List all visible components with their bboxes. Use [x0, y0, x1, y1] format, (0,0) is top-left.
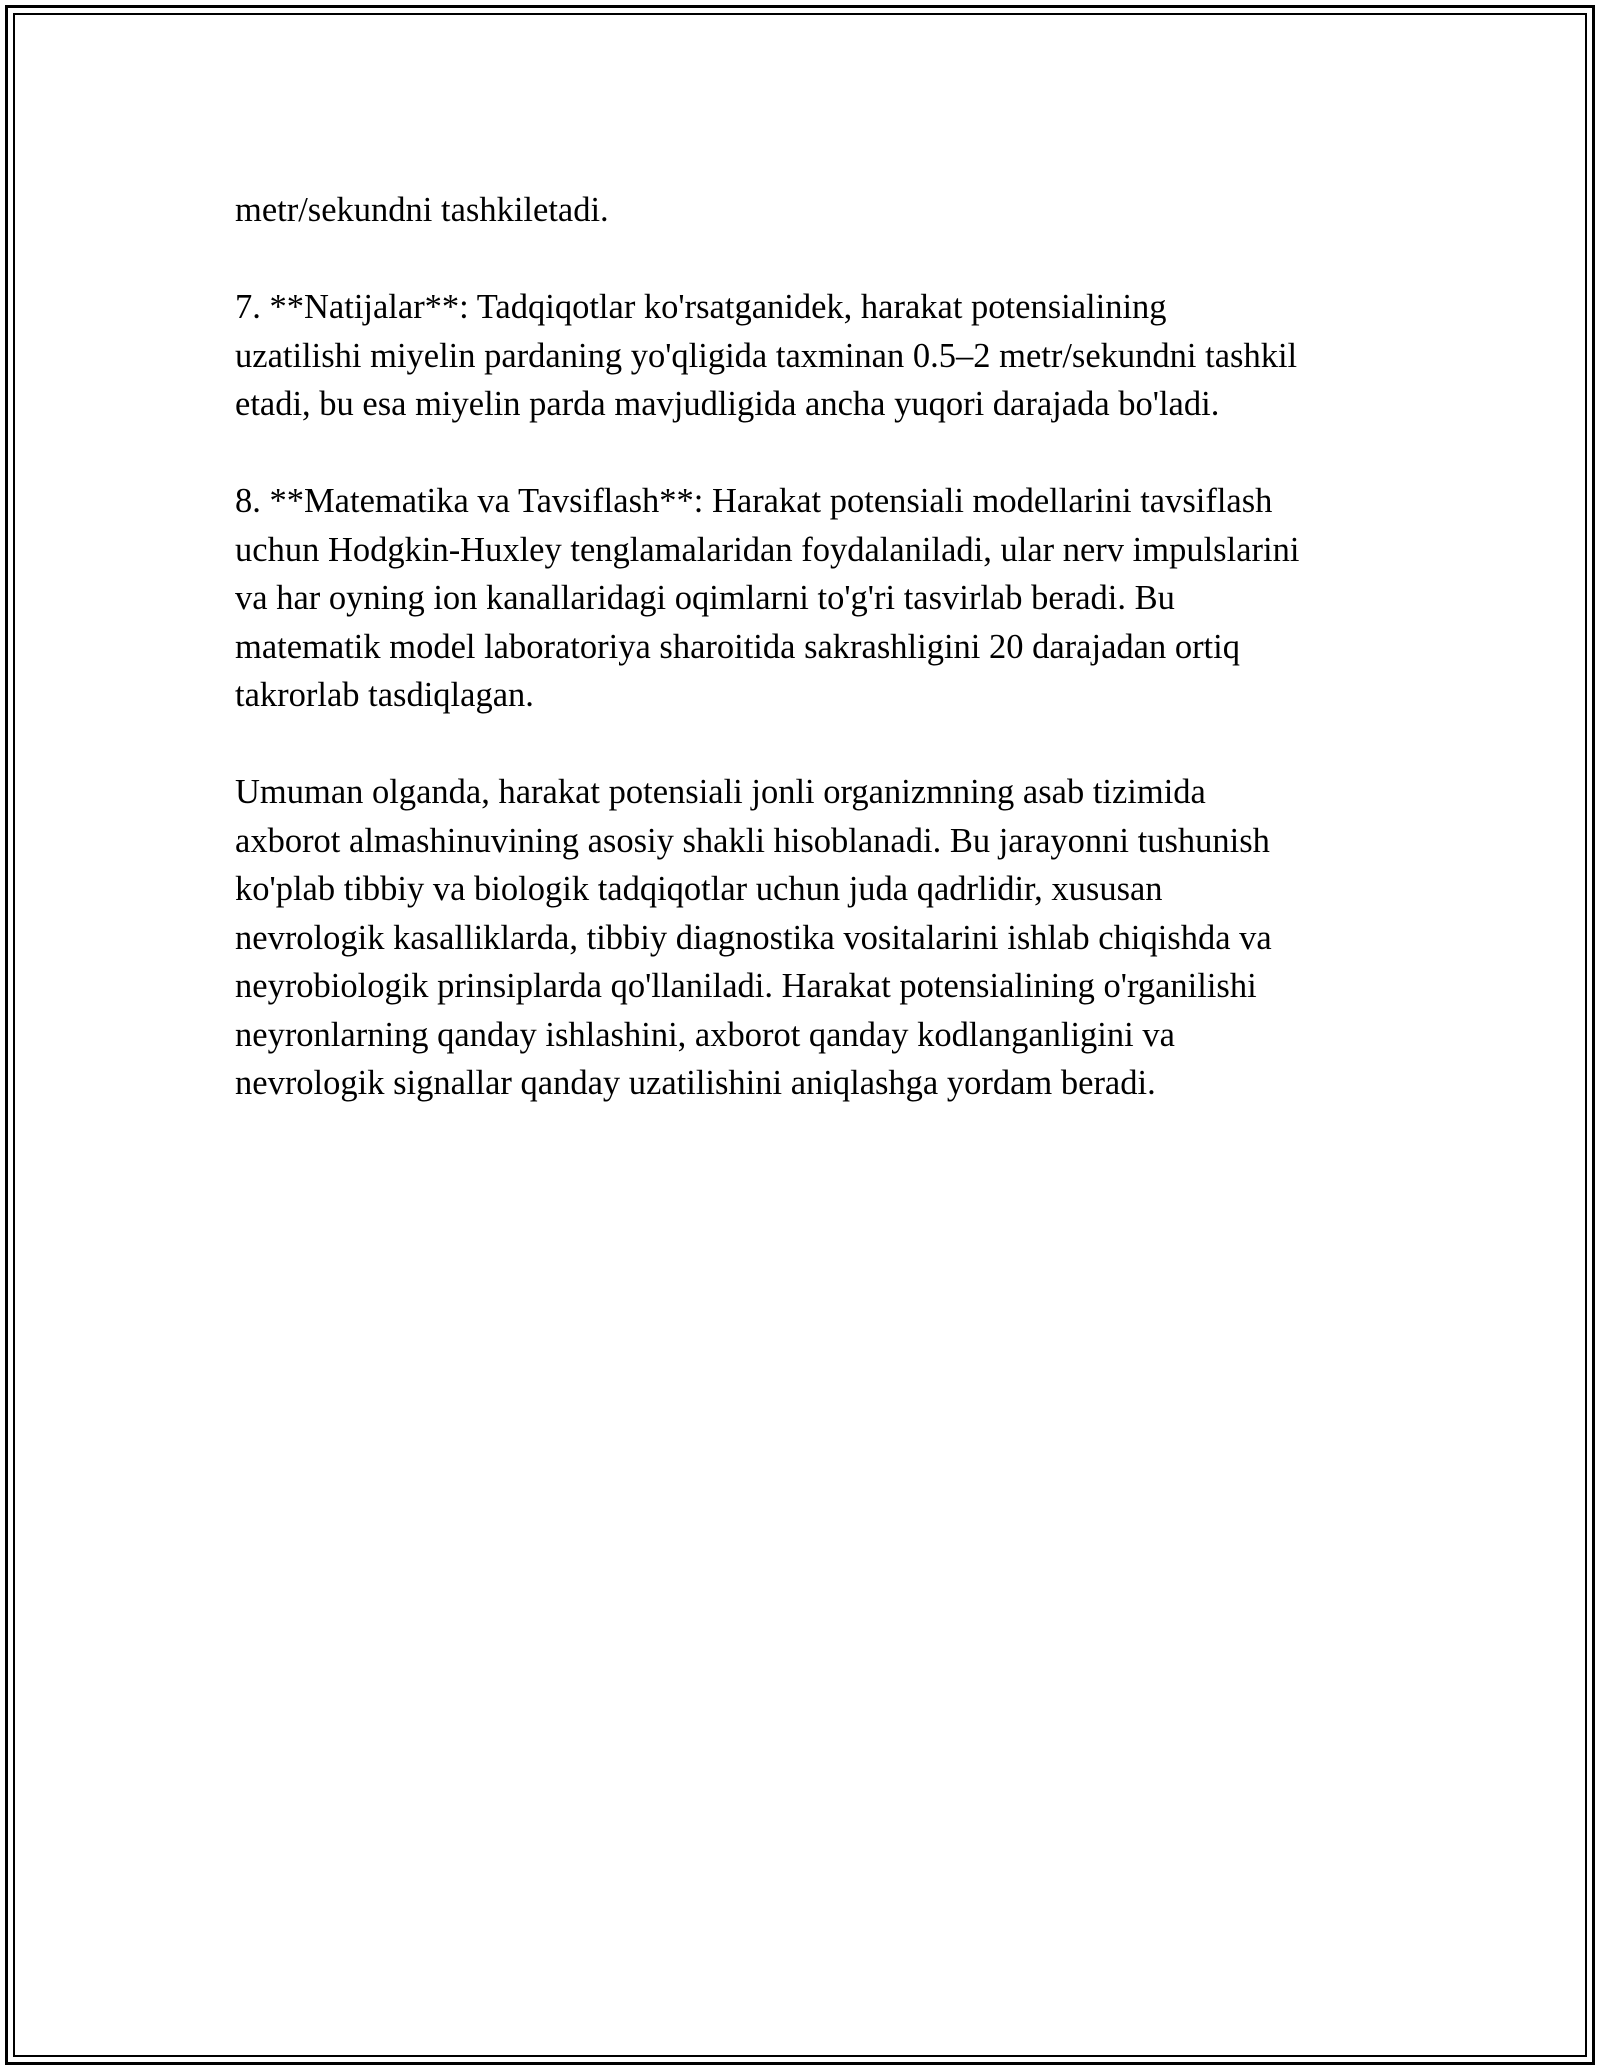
text-line: nevrologik kasalliklarda, tibbiy diagnostika vositalarini ishlab chiqishda va	[235, 918, 1272, 957]
text-line: axborot almashinuvining asosiy shakli hisoblanadi. Bu jarayonni tushunish	[235, 821, 1270, 860]
text-line: nevrologik signallar qanday uzatilishini aniqlashga yordam beradi.	[235, 1064, 1156, 1102]
text-line: 8. **Matematika va Tavsiflash**: Harakat potensiali modellarini tavsiflash	[235, 482, 1273, 520]
paragraph-mathematics	[235, 477, 1385, 720]
text-line: va har oyning ion kanallaridagi oqimlarni to'g'ri tasvirlab beradi. Bu	[235, 579, 1175, 617]
text-line: Umuman olganda, harakat potensiali jonli organizmning asab tizimida	[235, 773, 1206, 811]
text-line: uzatilishi miyelin pardaning yo'qligida taxminan 0.5–2 metr/sekundni tashkil	[235, 336, 1298, 375]
paragraph-continuation	[235, 186, 1385, 235]
paragraph-results	[235, 283, 1385, 429]
text-line: neyronlarning qanday ishlashini, axborot qanday kodlanganligini va	[235, 1015, 1175, 1054]
text-line: uchun Hodgkin-Huxley tenglamalaridan foydalaniladi, ular nerv impulslarini	[235, 530, 1300, 569]
text-line: neyrobiologik prinsiplarda qo'llaniladi. Harakat potensialining o'rganilishi	[235, 967, 1257, 1005]
text-line: 7. **Natijalar**: Tadqiqotlar ko'rsatganidek, harakat potensialining	[235, 288, 1167, 326]
text-line: etadi, bu esa miyelin parda mavjudligida ancha yuqori darajada bo'ladi.	[235, 385, 1220, 423]
text-line: metr/sekundni tashkiletadi.	[235, 191, 609, 229]
paragraph-conclusion	[235, 768, 1385, 1108]
text-line: takrorlab tasdiqlagan.	[235, 676, 534, 714]
text-line: ko'plab tibbiy va biologik tadqiqotlar uchun juda qadrlidir, xususan	[235, 870, 1163, 908]
text-line: matematik model laboratoriya sharoitida sakrashligini 20 darajadan ortiq	[235, 627, 1240, 666]
document-body	[235, 186, 1385, 1156]
